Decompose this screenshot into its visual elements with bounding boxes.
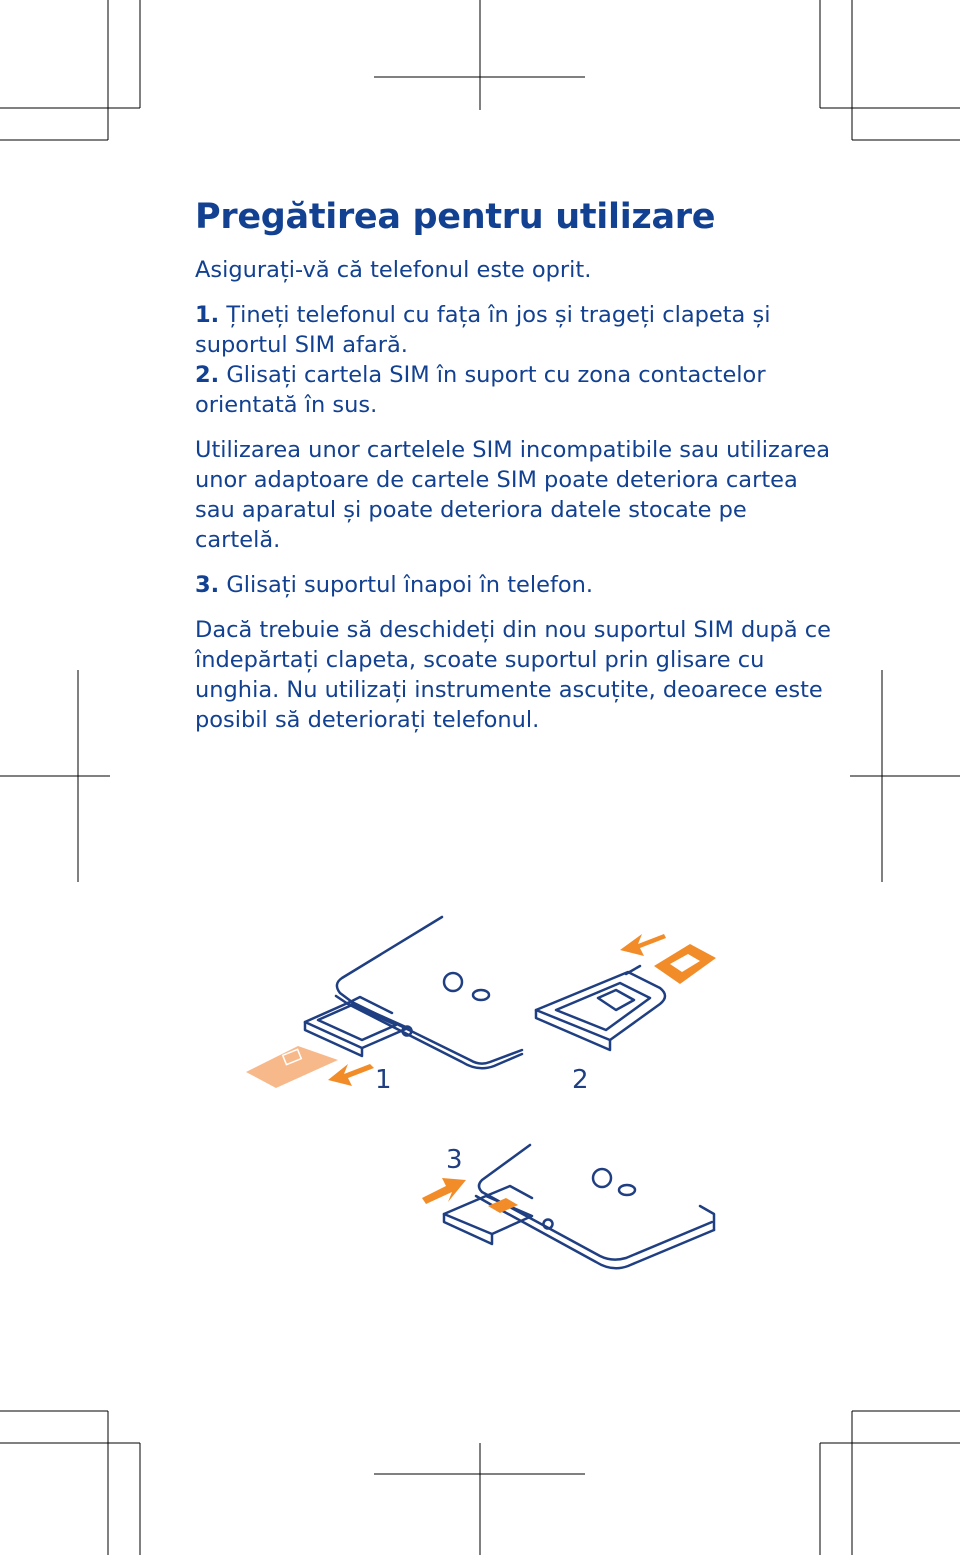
figure-label-1: 1 [375, 1065, 392, 1095]
figure-1-sim-card [246, 1046, 338, 1088]
figure-label-2: 2 [572, 1065, 589, 1095]
intro-text: Asigurați-vă că telefonul este oprit. [195, 257, 592, 283]
figure-label-3: 3 [446, 1145, 463, 1175]
step-number: 2. [195, 362, 220, 388]
step-number: 1. [195, 302, 220, 328]
step-text: Glisați cartela SIM în suport cu zona contactelor orientată în sus. [195, 362, 766, 418]
note-text: Dacă trebuie să deschideți din nou suportul SIM după ce îndepărtați clapeta, scoate suportul prin glisare cu unghia. Nu utilizați instrumente ascuțite, deoarece este posibil să deteriorați telefonul. [195, 617, 831, 733]
figure-1-arrow-icon [328, 1064, 374, 1086]
figure-1-phone [305, 917, 522, 1068]
step-text: Țineți telefonul cu fața în jos și trageți clapeta și suportul SIM afară. [195, 302, 771, 358]
step-text: Glisați suportul înapoi în telefon. [219, 572, 594, 598]
figure-3-sim-card [488, 1198, 518, 1213]
figure-2-sim-card [654, 944, 716, 984]
figure-2-tray [536, 966, 665, 1050]
figure-2-arrow-icon [620, 934, 666, 956]
figure-3-phone [444, 1145, 714, 1268]
figure-3-arrow-icon [422, 1178, 466, 1204]
step-number: 3. [195, 572, 220, 598]
warning-text: Utilizarea unor cartelele SIM incompatibile sau utilizarea unor adaptoare de cartele SIM poate deteriora cartea sau aparatul și poate deteriora datele stocate pe cartelă. [195, 437, 830, 553]
page-title: Pregătirea pentru utilizare [195, 197, 716, 237]
